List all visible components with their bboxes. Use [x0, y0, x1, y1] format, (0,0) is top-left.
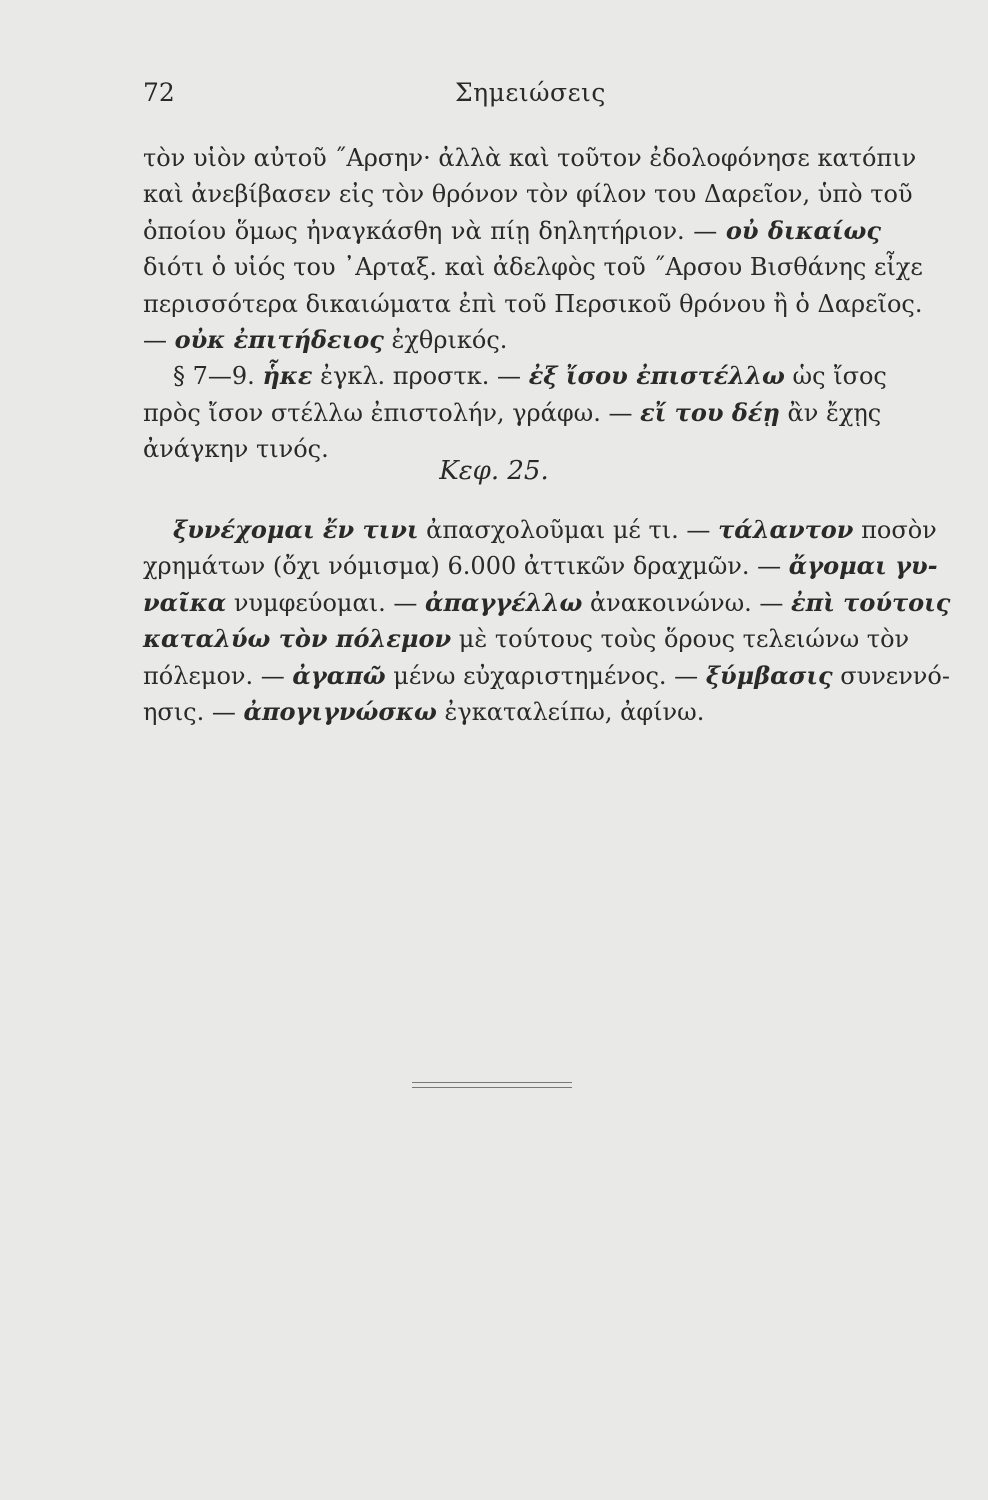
- text: ἐγκλ. προστκ. —: [320, 362, 522, 391]
- text: ἀνακοινώνω. —: [589, 588, 784, 617]
- text: καὶ ἀνεβίβασεν εἰς τὸν θρόνον τὸν φίλον του Δαρεῖον, ὑπὸ τοῦ: [143, 180, 913, 209]
- text: συνεννό-: [840, 661, 950, 690]
- chapter-heading: Κεφ. 25.: [439, 456, 549, 486]
- running-title: Σημειώσεις: [455, 78, 606, 107]
- text: ἐγκαταλείπω, ἀφίνω.: [444, 697, 705, 726]
- text: ποσὸν: [861, 516, 937, 544]
- lemma: ἐξ ἴσου ἐπιστέλλω: [528, 361, 785, 391]
- text: ὁποίου ὅμως ἠναγκάσθη νὰ πίῃ δηλητήριον. —: [143, 216, 718, 245]
- end-rule-top: [412, 1082, 572, 1083]
- page-number: 72: [143, 78, 175, 107]
- lemma: οὐ δικαίως: [725, 215, 881, 245]
- text: μένω εὐχαριστημένος. —: [393, 661, 699, 690]
- text-line: [143, 548, 938, 584]
- text-line: [143, 658, 950, 694]
- lemma: καταλύω τὸν πόλεμον: [143, 624, 452, 654]
- lemma: ξυνέχομαι ἔν τινι: [173, 515, 419, 544]
- text-line: [143, 249, 923, 285]
- text-line: [143, 213, 881, 249]
- text: περισσότερα δικαιώματα ἐπὶ τοῦ Περσικοῦ θρόνου ἢ ὁ Δαρεῖος.: [143, 289, 923, 318]
- text-line: [143, 694, 881, 730]
- lemma: ἀπογιγνώσκω: [243, 696, 437, 726]
- end-rule-bottom: [412, 1087, 572, 1088]
- lemma: οὐκ ἐπιτήδειος: [174, 324, 384, 354]
- text-line: [143, 585, 951, 621]
- text: ἀπασχολοῦμαι μέ τι. —: [426, 516, 711, 544]
- text-line: [143, 140, 917, 176]
- text-line: [143, 176, 913, 212]
- text: ἐχθρικός.: [391, 325, 508, 354]
- lemma: ἀγαπῶ: [292, 660, 386, 690]
- lemma: ξύμβασις: [705, 660, 833, 690]
- text: πρὸς ἴσον στέλλω ἐπιστολήν, γράφω. —: [143, 398, 633, 427]
- text: διότι ὁ υἱός του ᾿Αρταξ. καὶ ἀδελφὸς τοῦ ˝Αρσου Βισθάνης εἶχε: [143, 253, 923, 282]
- text-line: [143, 322, 881, 358]
- lemma: τάλαντον: [718, 515, 854, 544]
- chapter-notes: [143, 512, 951, 730]
- lemma: ναῖκα: [143, 587, 227, 617]
- text: μὲ τούτους τοὺς ὅρους τελειώνω τὸν: [458, 625, 910, 654]
- text: ὡς ἴσος: [792, 362, 887, 391]
- text-line: [143, 512, 937, 548]
- lemma: εἴ του δέῃ: [640, 397, 780, 427]
- text-line: [143, 621, 910, 657]
- text-line: [143, 286, 923, 322]
- lemma: ἄγομαι γυ-: [788, 551, 938, 581]
- text: τὸν υἱὸν αὐτοῦ ˝Αρσην· ἀλλὰ καὶ τοῦτον ἐδολοφόνησε κατόπιν: [143, 144, 917, 172]
- lemma: ἀπαγγέλλω: [425, 587, 583, 617]
- text: νυμφεύομαι. —: [233, 588, 418, 617]
- text: ἂν ἔχῃς: [787, 398, 882, 427]
- text: πόλεμον. —: [143, 661, 285, 690]
- section-ref: § 7—9.: [173, 362, 255, 391]
- text: ησις. —: [143, 697, 236, 726]
- text: ἀνάγκην τινός.: [143, 435, 329, 464]
- text: χρημάτων (ὄχι νόμισμα) 6.000 ἀττικῶν δραχμῶν. —: [143, 552, 782, 581]
- lemma: ἧκε: [262, 361, 313, 391]
- text-line: [143, 358, 887, 394]
- text: —: [143, 325, 167, 354]
- text-line: [143, 395, 881, 431]
- lemma: ἐπὶ τούτοις: [791, 587, 951, 617]
- page-header: [143, 78, 883, 118]
- notes-paragraph: [143, 140, 923, 468]
